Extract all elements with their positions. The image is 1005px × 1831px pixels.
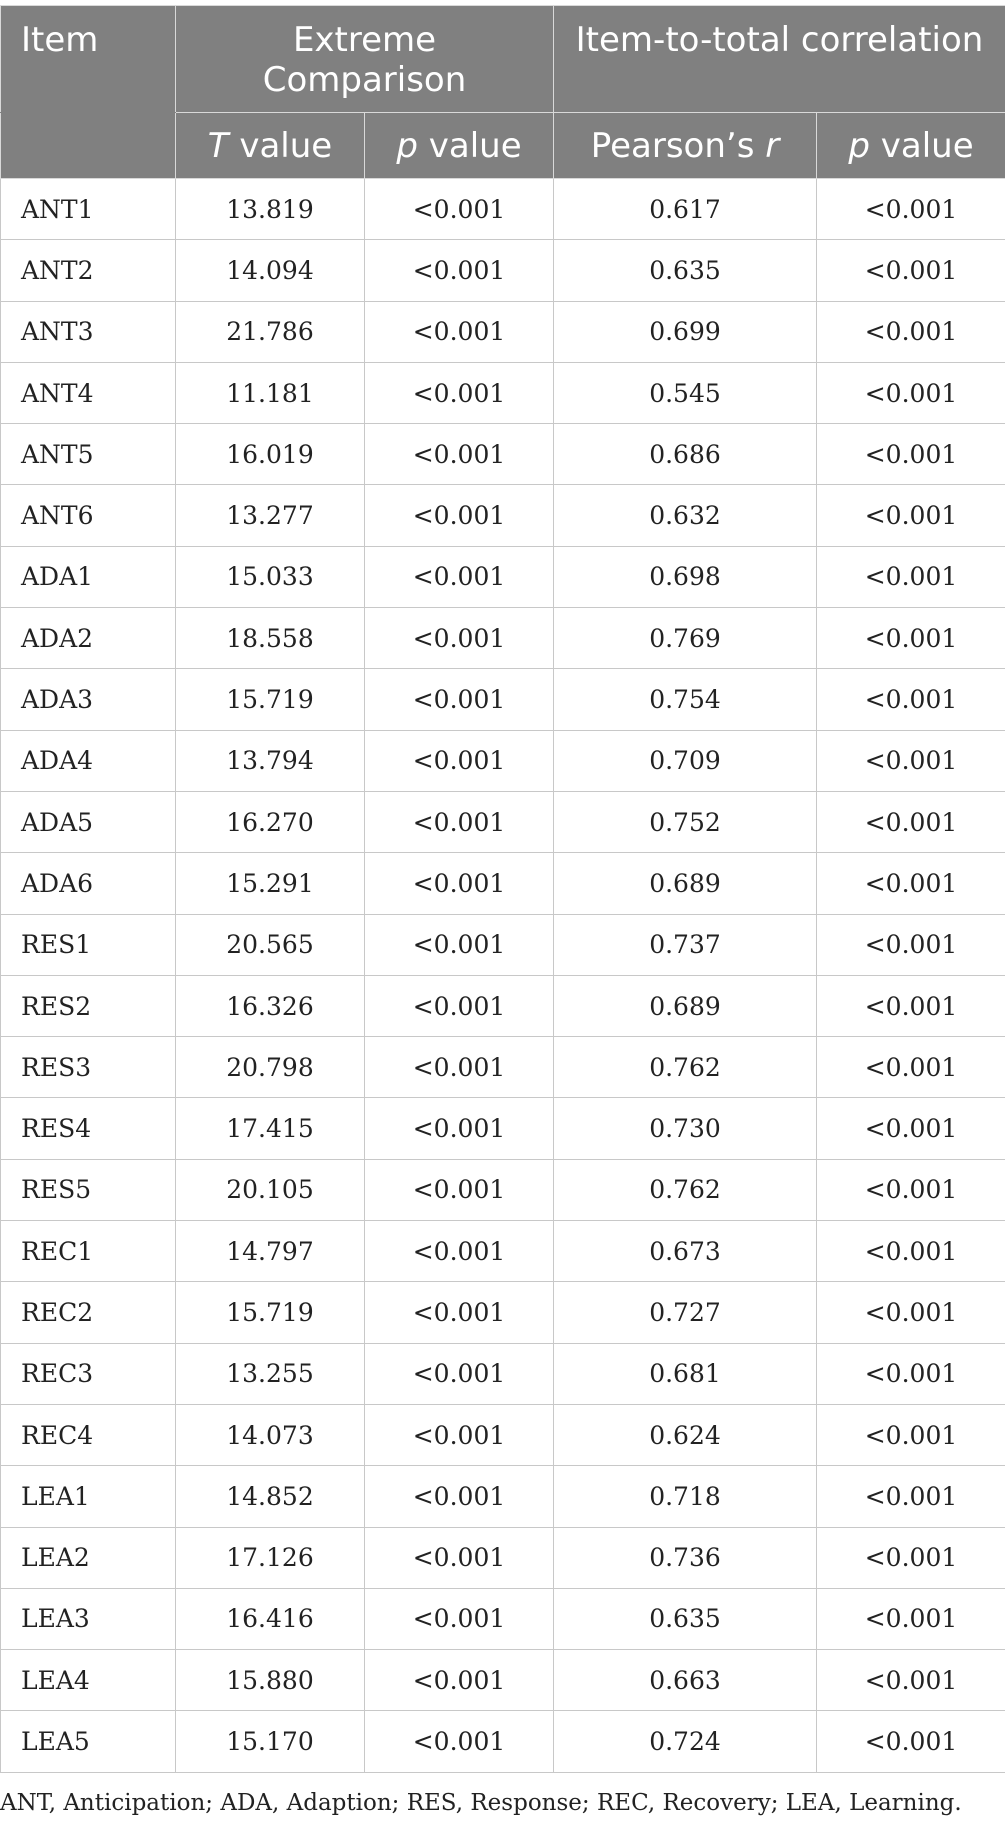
cell-p-value-1: <0.001	[365, 1466, 554, 1527]
table-row	[1, 669, 1005, 730]
cell-pearsons-r: 0.686	[554, 424, 817, 485]
table-row	[1, 179, 1005, 240]
cell-item: ANT2	[1, 240, 176, 301]
cell-p-value-1: <0.001	[365, 546, 554, 607]
cell-p-value-1: <0.001	[365, 669, 554, 730]
table-row	[1, 1159, 1005, 1220]
cell-t-value: 20.105	[176, 1159, 365, 1220]
cell-t-value: 13.277	[176, 485, 365, 546]
cell-item: REC4	[1, 1404, 176, 1465]
cell-p-value-1: <0.001	[365, 730, 554, 791]
cell-item: ANT1	[1, 179, 176, 240]
cell-p-value-1: <0.001	[365, 1282, 554, 1343]
cell-item: ADA3	[1, 669, 176, 730]
cell-t-value: 20.798	[176, 1037, 365, 1098]
cell-pearsons-r: 0.737	[554, 914, 817, 975]
cell-item: ADA2	[1, 608, 176, 669]
header-p-value-2-rest: value	[869, 125, 974, 166]
cell-t-value: 16.019	[176, 424, 365, 485]
cell-t-value: 15.033	[176, 546, 365, 607]
cell-t-value: 11.181	[176, 362, 365, 423]
cell-item: REC1	[1, 1221, 176, 1282]
cell-p-value-1: <0.001	[365, 240, 554, 301]
cell-item: LEA1	[1, 1466, 176, 1527]
cell-item: ANT3	[1, 301, 176, 362]
cell-p-value-2: <0.001	[817, 914, 1005, 975]
cell-p-value-1: <0.001	[365, 1343, 554, 1404]
header-p-value-1-rest: value	[417, 125, 522, 166]
header-pearsons-prefix: Pearson’s	[590, 125, 766, 166]
table-header	[1, 6, 1005, 179]
cell-t-value: 15.291	[176, 853, 365, 914]
table-row	[1, 608, 1005, 669]
cell-p-value-2: <0.001	[817, 1527, 1005, 1588]
cell-p-value-2: <0.001	[817, 546, 1005, 607]
cell-p-value-1: <0.001	[365, 608, 554, 669]
cell-item: ANT6	[1, 485, 176, 546]
cell-t-value: 16.416	[176, 1588, 365, 1649]
cell-p-value-2: <0.001	[817, 240, 1005, 301]
table-row	[1, 853, 1005, 914]
cell-t-value: 18.558	[176, 608, 365, 669]
cell-p-value-1: <0.001	[365, 1588, 554, 1649]
cell-pearsons-r: 0.718	[554, 1466, 817, 1527]
cell-p-value-1: <0.001	[365, 179, 554, 240]
header-t-value	[176, 113, 365, 179]
table-row	[1, 1221, 1005, 1282]
table-row	[1, 791, 1005, 852]
cell-p-value-1: <0.001	[365, 1037, 554, 1098]
header-pearsons-r-italic: r	[765, 125, 780, 166]
cell-item: RES2	[1, 975, 176, 1036]
table-row	[1, 914, 1005, 975]
cell-pearsons-r: 0.624	[554, 1404, 817, 1465]
cell-p-value-2: <0.001	[817, 791, 1005, 852]
table-row	[1, 1588, 1005, 1649]
cell-t-value: 13.794	[176, 730, 365, 791]
cell-pearsons-r: 0.689	[554, 853, 817, 914]
cell-pearsons-r: 0.699	[554, 301, 817, 362]
cell-item: ADA6	[1, 853, 176, 914]
cell-p-value-2: <0.001	[817, 362, 1005, 423]
cell-pearsons-r: 0.635	[554, 240, 817, 301]
cell-p-value-2: <0.001	[817, 1650, 1005, 1711]
cell-t-value: 20.565	[176, 914, 365, 975]
table-row	[1, 301, 1005, 362]
cell-p-value-2: <0.001	[817, 1404, 1005, 1465]
table-row	[1, 1711, 1005, 1772]
header-p-value-2	[817, 113, 1005, 179]
cell-item: ADA5	[1, 791, 176, 852]
table-row	[1, 1282, 1005, 1343]
cell-p-value-2: <0.001	[817, 730, 1005, 791]
header-item: Item	[1, 6, 176, 113]
cell-p-value-2: <0.001	[817, 853, 1005, 914]
cell-item: REC3	[1, 1343, 176, 1404]
table-row	[1, 424, 1005, 485]
cell-t-value: 14.073	[176, 1404, 365, 1465]
cell-item: RES3	[1, 1037, 176, 1098]
cell-p-value-1: <0.001	[365, 975, 554, 1036]
cell-pearsons-r: 0.698	[554, 546, 817, 607]
cell-p-value-2: <0.001	[817, 485, 1005, 546]
cell-pearsons-r: 0.762	[554, 1037, 817, 1098]
cell-p-value-2: <0.001	[817, 1466, 1005, 1527]
cell-pearsons-r: 0.754	[554, 669, 817, 730]
cell-pearsons-r: 0.635	[554, 1588, 817, 1649]
header-row-columns	[1, 113, 1005, 179]
cell-p-value-2: <0.001	[817, 301, 1005, 362]
cell-t-value: 13.255	[176, 1343, 365, 1404]
header-extreme-comparison: Extreme Comparison	[176, 6, 554, 113]
cell-t-value: 16.326	[176, 975, 365, 1036]
table-row	[1, 1650, 1005, 1711]
cell-p-value-1: <0.001	[365, 1404, 554, 1465]
cell-t-value: 17.126	[176, 1527, 365, 1588]
table-row	[1, 362, 1005, 423]
cell-pearsons-r: 0.736	[554, 1527, 817, 1588]
table-row	[1, 1343, 1005, 1404]
cell-item: RES1	[1, 914, 176, 975]
cell-p-value-1: <0.001	[365, 301, 554, 362]
cell-pearsons-r: 0.673	[554, 1221, 817, 1282]
cell-p-value-2: <0.001	[817, 975, 1005, 1036]
header-row-groups	[1, 6, 1005, 113]
cell-pearsons-r: 0.663	[554, 1650, 817, 1711]
cell-t-value: 16.270	[176, 791, 365, 852]
cell-p-value-2: <0.001	[817, 1159, 1005, 1220]
table-footnote: ANT, Anticipation; ADA, Adaption; RES, Response; REC, Recovery; LEA, Learning.	[0, 1790, 962, 1816]
cell-pearsons-r: 0.689	[554, 975, 817, 1036]
cell-t-value: 14.797	[176, 1221, 365, 1282]
header-item-spacer	[1, 113, 176, 179]
cell-t-value: 21.786	[176, 301, 365, 362]
cell-p-value-2: <0.001	[817, 1098, 1005, 1159]
cell-p-value-1: <0.001	[365, 1098, 554, 1159]
cell-pearsons-r: 0.727	[554, 1282, 817, 1343]
cell-pearsons-r: 0.724	[554, 1711, 817, 1772]
item-analysis-table	[0, 5, 1005, 1773]
header-p-value-2-italic: p	[848, 125, 870, 166]
cell-p-value-1: <0.001	[365, 424, 554, 485]
cell-pearsons-r: 0.545	[554, 362, 817, 423]
cell-p-value-1: <0.001	[365, 914, 554, 975]
cell-p-value-2: <0.001	[817, 1282, 1005, 1343]
cell-pearsons-r: 0.730	[554, 1098, 817, 1159]
cell-item: LEA3	[1, 1588, 176, 1649]
table-row	[1, 730, 1005, 791]
cell-item: LEA5	[1, 1711, 176, 1772]
header-t-value-rest: value	[228, 125, 333, 166]
cell-pearsons-r: 0.617	[554, 179, 817, 240]
cell-p-value-1: <0.001	[365, 1650, 554, 1711]
cell-t-value: 15.719	[176, 669, 365, 730]
cell-t-value: 15.170	[176, 1711, 365, 1772]
cell-item: ANT5	[1, 424, 176, 485]
header-p-value-1-italic: p	[396, 125, 418, 166]
cell-p-value-1: <0.001	[365, 791, 554, 852]
cell-p-value-2: <0.001	[817, 424, 1005, 485]
cell-pearsons-r: 0.762	[554, 1159, 817, 1220]
data-table-container	[0, 5, 1005, 1773]
table-row	[1, 240, 1005, 301]
header-item-to-total-correlation: Item-to-total correlation	[554, 6, 1005, 113]
cell-t-value: 15.719	[176, 1282, 365, 1343]
cell-t-value: 14.094	[176, 240, 365, 301]
cell-item: LEA2	[1, 1527, 176, 1588]
cell-pearsons-r: 0.632	[554, 485, 817, 546]
table-row	[1, 1466, 1005, 1527]
cell-p-value-1: <0.001	[365, 362, 554, 423]
cell-p-value-2: <0.001	[817, 1711, 1005, 1772]
cell-p-value-2: <0.001	[817, 179, 1005, 240]
cell-p-value-2: <0.001	[817, 1221, 1005, 1282]
table-row	[1, 1527, 1005, 1588]
header-pearsons-r	[554, 113, 817, 179]
cell-p-value-1: <0.001	[365, 1711, 554, 1772]
cell-p-value-1: <0.001	[365, 853, 554, 914]
cell-p-value-1: <0.001	[365, 1159, 554, 1220]
cell-p-value-2: <0.001	[817, 608, 1005, 669]
cell-pearsons-r: 0.752	[554, 791, 817, 852]
table-row	[1, 1037, 1005, 1098]
cell-pearsons-r: 0.769	[554, 608, 817, 669]
table-row	[1, 1404, 1005, 1465]
cell-t-value: 17.415	[176, 1098, 365, 1159]
cell-p-value-2: <0.001	[817, 1343, 1005, 1404]
cell-p-value-2: <0.001	[817, 1588, 1005, 1649]
cell-item: ANT4	[1, 362, 176, 423]
cell-item: LEA4	[1, 1650, 176, 1711]
cell-p-value-1: <0.001	[365, 485, 554, 546]
cell-item: REC2	[1, 1282, 176, 1343]
table-row	[1, 975, 1005, 1036]
header-t-value-italic: T	[207, 125, 229, 166]
table-row	[1, 546, 1005, 607]
cell-item: ADA1	[1, 546, 176, 607]
table-row	[1, 485, 1005, 546]
cell-item: ADA4	[1, 730, 176, 791]
cell-t-value: 15.880	[176, 1650, 365, 1711]
table-body	[1, 179, 1005, 1773]
cell-t-value: 14.852	[176, 1466, 365, 1527]
cell-item: RES4	[1, 1098, 176, 1159]
cell-pearsons-r: 0.681	[554, 1343, 817, 1404]
cell-t-value: 13.819	[176, 179, 365, 240]
cell-p-value-2: <0.001	[817, 1037, 1005, 1098]
cell-pearsons-r: 0.709	[554, 730, 817, 791]
cell-item: RES5	[1, 1159, 176, 1220]
cell-p-value-1: <0.001	[365, 1221, 554, 1282]
table-row	[1, 1098, 1005, 1159]
header-p-value-1	[365, 113, 554, 179]
cell-p-value-2: <0.001	[817, 669, 1005, 730]
cell-p-value-1: <0.001	[365, 1527, 554, 1588]
